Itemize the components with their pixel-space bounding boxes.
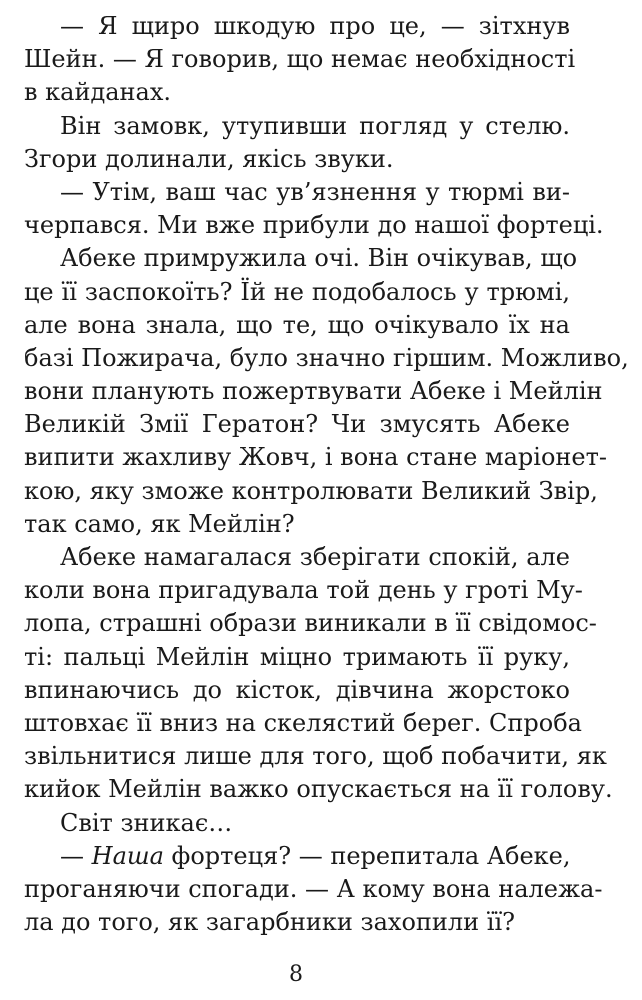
text-line: коли вона пригадувала той день у гроті Му- <box>24 576 583 605</box>
text-line: Світ зникає… <box>60 808 233 837</box>
text-line: ла до того, як загарбники захопили її? <box>24 908 515 937</box>
text-line: кою, яку зможе контролювати Великий Звір, <box>24 476 598 505</box>
text-line: — Я щиро шкодую про це, — зітхнув <box>60 12 570 40</box>
text-line: проганяючи спогади. — А кому вона належа- <box>24 874 603 903</box>
paragraph <box>24 110 570 176</box>
text-line: ті: пальці Мейлін міцно тримають її руку, <box>24 642 570 671</box>
paragraph <box>24 840 603 940</box>
paragraph <box>24 807 570 840</box>
text-line: Абеке примружила очі. Він очікував, що <box>60 244 578 273</box>
paragraph <box>24 541 613 807</box>
text-line: випити жахливу Жовч, і вона стане маріонет- <box>24 443 607 472</box>
text-segment: фортеця? — перепитала Абеке, <box>163 841 571 870</box>
book-page <box>24 10 629 939</box>
text-line: вони планують пожертвувати Абеке і Мейлін <box>24 377 603 406</box>
text-line: Він замовк, утупивши погляд у стелю. <box>60 111 570 140</box>
text-line: звільнитися лише для того, щоб побачити, як <box>24 742 607 771</box>
text-line: базі Пожирача, було значно гіршим. Можливо, <box>24 343 629 372</box>
text-line: Шейн. — Я говорив, що немає необхідності <box>24 45 576 74</box>
page-number: 8 <box>289 962 303 987</box>
text-line: але вона знала, що те, що очікувало їх на <box>24 310 570 339</box>
text-line: так само, як Мейлін? <box>24 509 295 538</box>
text-line: впинаючись до кісток, дівчина жорстоко <box>24 675 570 704</box>
text-line: в кайданах. <box>24 78 171 107</box>
paragraph <box>24 176 604 242</box>
paragraph <box>24 242 629 541</box>
text-line: це її заспокоїть? Їй не подобалось у трюмі, <box>24 277 570 306</box>
text-line: Абеке намагалася зберігати спокій, але <box>60 543 570 571</box>
text-line <box>24 840 570 873</box>
paragraph <box>24 10 576 110</box>
text-line: Великій Змії Гератон? Чи змусять Абеке <box>24 410 570 439</box>
text-segment: — <box>60 841 92 870</box>
text-line: черпався. Ми вже прибули до нашої фортеці. <box>24 211 604 240</box>
text-line: Згори долинали, якісь звуки. <box>24 144 394 173</box>
italic-emphasis: Наша <box>91 841 164 870</box>
text-line: штовхає її вниз на скелястий берег. Спроба <box>24 708 582 737</box>
text-line: лопа, страшні образи виникали в її свідомос- <box>24 609 597 638</box>
text-line: — Утім, ваш час ув’язнення у тюрмі ви- <box>60 177 570 206</box>
text-line: кийок Мейлін важко опускається на її голову. <box>24 775 613 804</box>
